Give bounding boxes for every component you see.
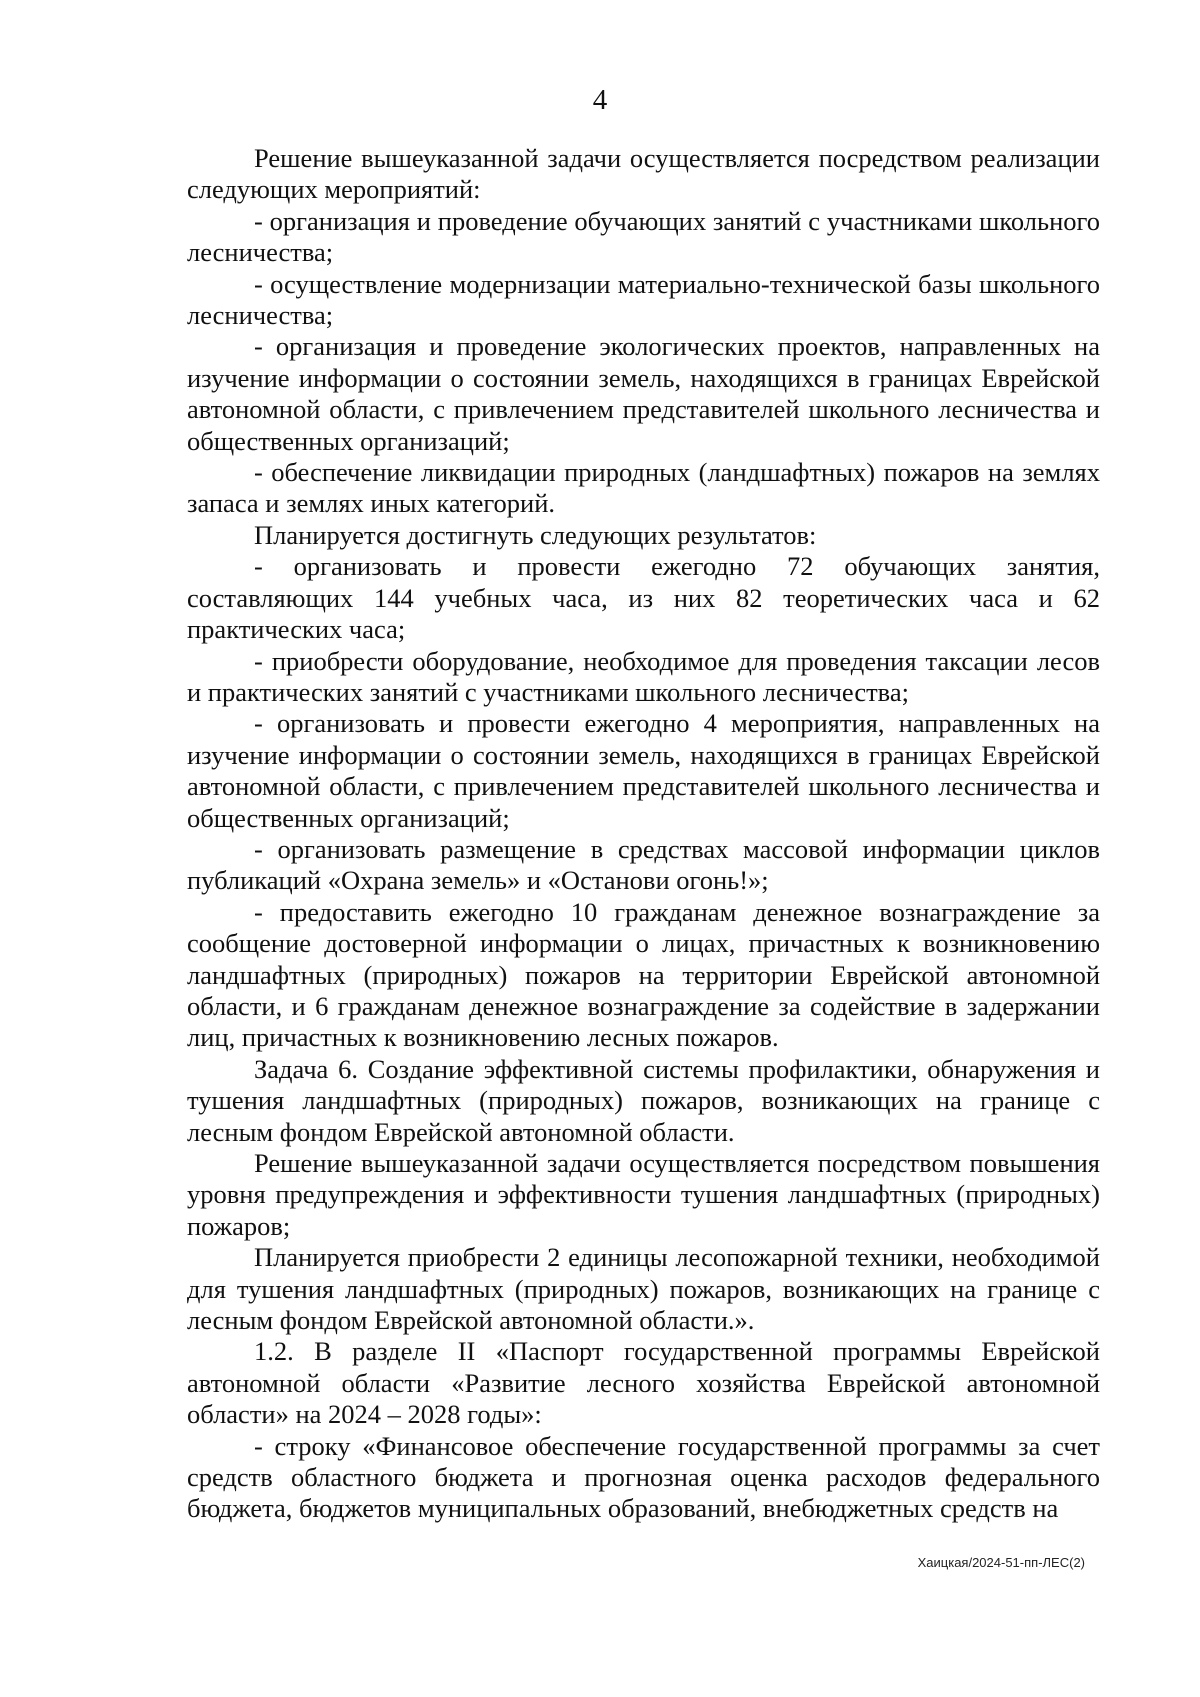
paragraph: Решение вышеуказанной задачи осуществляется посредством реализации следующих мероприятий: [187,143,1100,205]
list-item: - организовать и провести ежегодно 72 обучающих занятия, составляющих 144 учебных часа, из них 82 теоретических часа и 62 практических часа; [187,551,1100,645]
list-item: - приобрести оборудование, необходимое для проведения таксации лесов и практических занятий с участниками школьного лесничества; [187,645,1100,707]
task-heading-paragraph: Задача 6. Создание эффективной системы профилактики, обнаружения и тушения ландшафтных (природных) пожаров, возникающих на границе с лесным фондом Еврейской автономной области. [187,1053,1100,1147]
paragraph: Решение вышеуказанной задачи осуществляется посредством повышения уровня предупреждения и эффективности тушения ландшафтных (природных) пожаров; [187,1148,1100,1241]
list-item: - организовать размещение в средствах массовой информации циклов публикаций «Охрана земель» и «Останови огонь!»; [187,833,1100,896]
body-text [187,143,1100,1525]
section-amendment-paragraph: 1.2. В разделе II «Паспорт государственной программы Еврейской автономной области «Развитие лесного хозяйства Еврейской автономной области» на 2024 – 2028 годы»: [187,1336,1100,1430]
list-item: - предоставить ежегодно 10 гражданам денежное вознаграждение за сообщение достоверной информации о лицах, причастных к возникновению ландшафтных (природных) пожаров на территории Еврейской автономной области, и 6 гражданам денежное вознаграждение за содействие в задержании лиц, причастных к возникновению лесных пожаров. [187,896,1100,1053]
paragraph: Планируется приобрести 2 единицы лесопожарной техники, необходимой для тушения ландшафтных (природных) пожаров, возникающих на границе с лесным фондом Еврейской автономной области.». [187,1242,1100,1336]
list-item: - организация и проведение обучающих занятий с участниками школьного лесничества; [187,205,1100,268]
list-item: - организовать и провести ежегодно 4 мероприятия, направленных на изучение информации о состоянии земель, находящихся в границах Еврейской автономной области, с привлечением представителей школьного лесничества и общественных организаций; [187,708,1100,833]
list-item: - обеспечение ликвидации природных (ландшафтных) пожаров на землях запаса и землях иных категорий. [187,457,1100,519]
list-item: - осуществление модернизации материально-технической базы школьного лесничества; [187,268,1100,331]
paragraph: Планируется достигнуть следующих результатов: [254,519,817,550]
list-item: - организация и проведение экологических проектов, направленных на изучение информации о состоянии земель, находящихся в границах Еврейской автономной области, с привлечением представителей школьного лесничества и общественных организаций; [187,331,1100,456]
list-item: - строку «Финансовое обеспечение государственной программы за счет средств областного бюджета и прогнозная оценка расходов федерального бюджета, бюджетов муниципальных образований, внебюджетных средств на [187,1430,1100,1524]
page-number: 4 [592,84,608,116]
document-id-footer: Хаицкая/2024-51-пп-ЛЕС(2) [917,1555,1085,1570]
